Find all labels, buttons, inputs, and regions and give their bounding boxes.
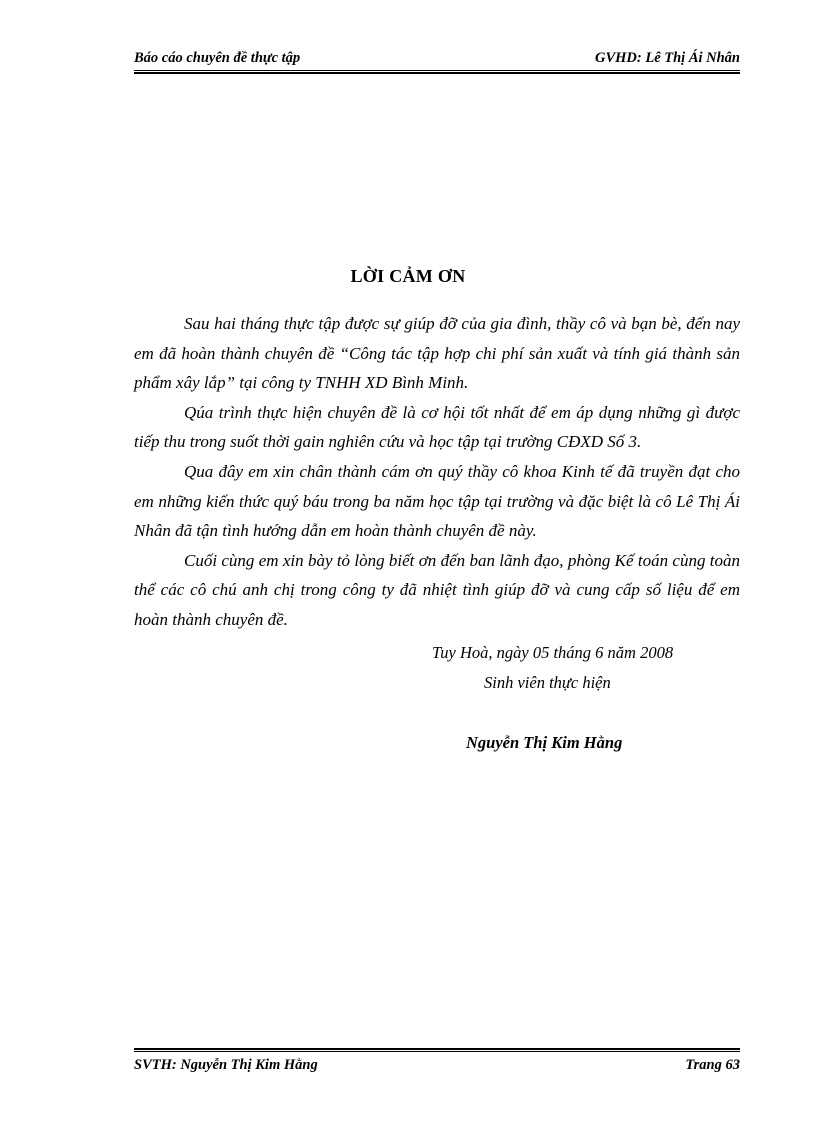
header-supervisor: GVHD: Lê Thị Ái Nhân — [594, 50, 740, 66]
header-report-title: Báo cáo chuyên đề thực tập — [134, 50, 301, 66]
paragraph: Qúa trình thực hiện chuyên đề là cơ hội tốt nhất để em áp dụng những gì được tiếp thu trong suốt thời gain nghiên cứu và học tập tại trường CĐXD Số 3. — [134, 402, 740, 452]
page-title: LỜI CẢM ƠN — [350, 266, 466, 286]
paragraph: Cuối cùng em xin bày tỏ lòng biết ơn đến ban lãnh đạo, phòng Kế toán cùng toàn thể các cô chú anh chị trong công ty đã nhiệt tình giúp đỡ và cung cấp số liệu để em hoàn thành chuyên đề. — [134, 550, 740, 629]
footer-student: SVTH: Nguyễn Thị Kim Hằng — [134, 1057, 318, 1073]
footer-divider — [134, 1048, 740, 1052]
signature-name: Nguyễn Thị Kim Hằng — [466, 733, 623, 752]
paragraph: Qua đây em xin chân thành cám ơn quý thầy cô khoa Kinh tế đã truyền đạt cho em những kiến thức quý báu trong ba năm học tập tại trường và đặc biệt là cô Lê Thị Ái Nhân đã tận tình hướng dẫn em hoàn thành chuyên đề này. — [134, 461, 740, 541]
page-header — [134, 50, 740, 70]
acknowledgement-body — [134, 309, 740, 635]
header-divider — [134, 70, 740, 74]
signature-role: Sinh viên thực hiện — [484, 673, 611, 692]
paragraph: Sau hai tháng thực tập được sự giúp đỡ của gia đình, thầy cô và bạn bè, đến nay em đã hoàn thành chuyên đề “Công tác tập hợp chi phí sản xuất và tính giá thành sản phẩm xây lắp” tại công ty TNHH XD Bình Minh. — [134, 314, 740, 393]
signature-place-date: Tuy Hoà, ngày 05 tháng 6 năm 2008 — [432, 643, 674, 662]
page-footer — [134, 1057, 740, 1077]
footer-page-number: Trang 63 — [685, 1057, 740, 1073]
